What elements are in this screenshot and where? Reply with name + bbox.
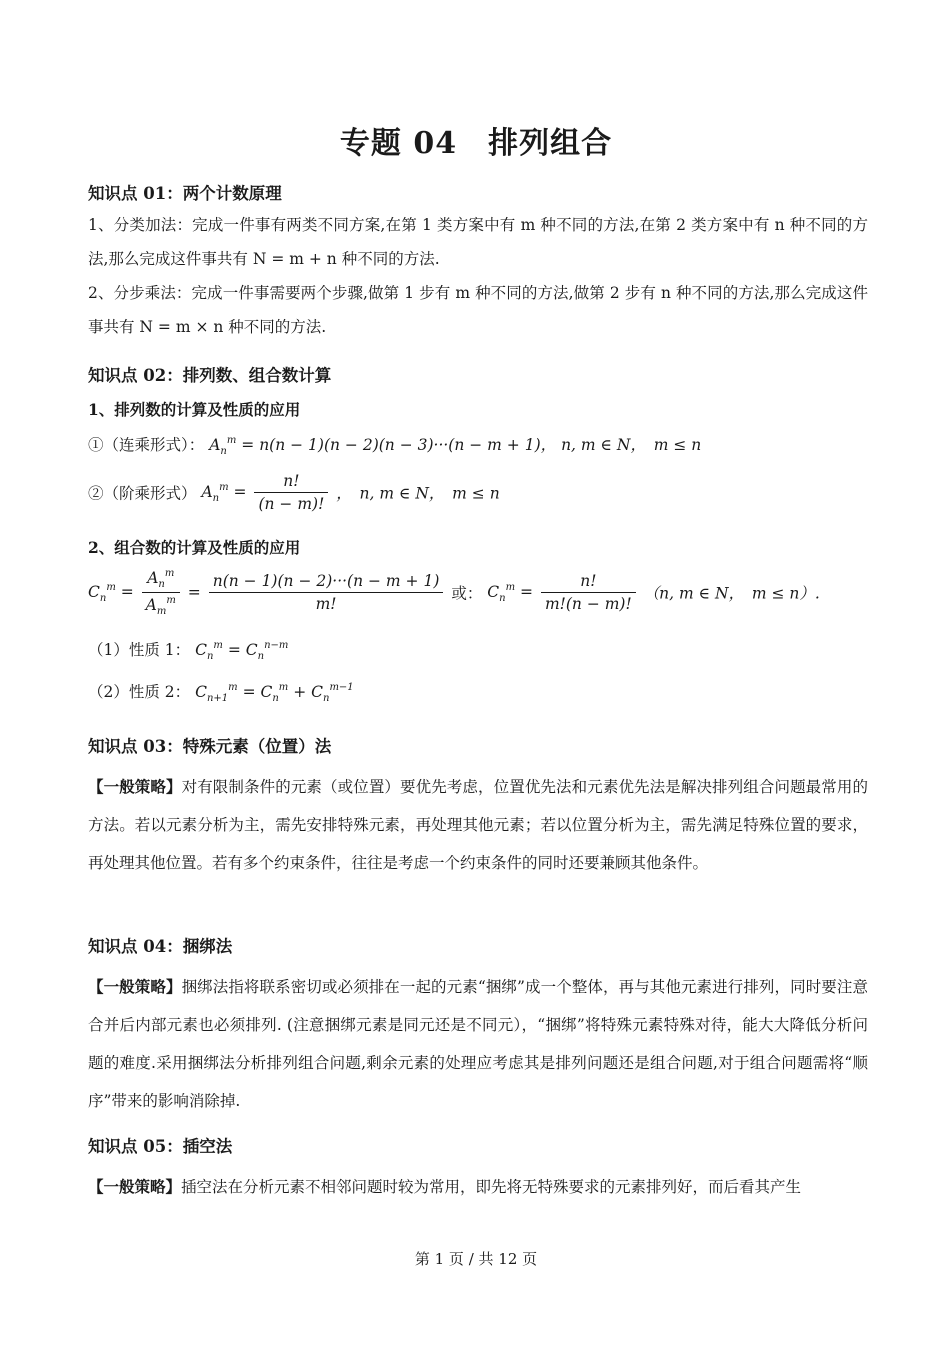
formula-label: ①（连乘形式）： (88, 436, 205, 454)
fraction-factorial (541, 572, 636, 613)
kp03-paragraph (88, 768, 868, 882)
formula-permutation-factorial (88, 472, 500, 513)
fraction-denominator: m! (315, 595, 337, 613)
fraction-product (209, 572, 444, 613)
formula-condition: n, m ∈ N， m ≤ n (561, 436, 702, 454)
formula-label: ②（阶乘形式） (88, 484, 197, 503)
strategy-label: 【一般策略】 (88, 1177, 182, 1196)
permutation-symbol: $A_n^m$ (209, 435, 237, 457)
property-label: （2）性质 2： (88, 683, 191, 701)
permutation-symbol: $A_n^m$ = (201, 481, 247, 504)
property-formula: $C_n^m = C_n^{n-m}$ (195, 640, 289, 662)
property-2 (88, 680, 354, 704)
fraction-denominator: $A_m^m$ (145, 595, 176, 617)
strategy-label: 【一般策略】 (88, 977, 182, 996)
page-title: 专题 04 排列组合 (339, 126, 613, 161)
property-formula: $C_{n+1}^m = C_n^m + C_n^{m-1}$ (195, 682, 354, 704)
or-label: 或： (451, 584, 483, 603)
property-label: （1）性质 1： (88, 641, 191, 659)
fraction-numerator: $A_n^m$ (142, 568, 180, 593)
kp04-paragraph (88, 968, 868, 1120)
strategy-text: 对有限制条件的元素（或位置）要优先考虑，位置优先法和元素优先法是解决排列组合问题最常用的方法。若以元素分析为主，需先安排特殊元素，再处理其他元素；若以位置分析为主，需先满足特殊位置的要求，再处理其他位置。若有多个约束条件，往往是考虑一个约束条件的同时还要兼顾其他条件。 (88, 778, 868, 872)
kp01-paragraph-1: 1、分类加法：完成一件事有两类不同方案,在第 1 类方案中有 m 种不同的方法,在第 2 类方案中有 n 种不同的方法,那么完成这件事共有 N = m + n 种不同的方法. (88, 216, 868, 268)
formula-condition: ， n, m ∈ N， m ≤ n (336, 484, 500, 503)
section-heading-kp05: 知识点 05：插空法 (88, 1137, 233, 1156)
subheading-combination: 2、组合数的计算及性质的应用 (88, 538, 301, 557)
fraction-denominator: m!(n − m)! (544, 595, 632, 613)
section-heading-kp02: 知识点 02：排列数、组合数计算 (88, 366, 332, 385)
subheading-permutation: 1、排列数的计算及性质的应用 (88, 400, 301, 419)
fraction-numerator: n! (254, 472, 328, 493)
fraction-ratio (142, 568, 180, 617)
strategy-text: 插空法在分析元素不相邻问题时较为常用，即先将无特殊要求的元素排列好，而后看其产生 (181, 1178, 802, 1196)
section-heading-kp01: 知识点 01：两个计数原理 (88, 184, 282, 203)
strategy-text: 捆绑法指将联系密切或必须排在一起的元素“捆绑”成一个整体，再与其他元素进行排列，同时要注意合并后内部元素也必须排列. (注意捆绑元素是同元还是不同元），“捆绑”将特殊元素特殊对待，能大大降低分析问题的难度.采用捆绑法分析排列组合问题,剩余元素的处理应考虑其是排列问题还是组合问题,对于组合问题需将“顺序”带来的影响消除掉. (88, 978, 868, 1110)
formula-permutation-product (88, 433, 701, 457)
combination-symbol: $C_n^m$ = (88, 581, 134, 604)
property-1 (88, 638, 288, 662)
strategy-label: 【一般策略】 (88, 777, 182, 796)
section-heading-kp04: 知识点 04：捆绑法 (88, 937, 233, 956)
formula-body: = n(n − 1)(n − 2)(n − 3)···(n − m + 1)， (241, 436, 557, 454)
fraction-numerator: n(n − 1)(n − 2)···(n − m + 1) (209, 572, 444, 593)
fraction (254, 472, 328, 513)
kp05-paragraph (88, 1168, 868, 1206)
kp01-paragraph-2: 2、分步乘法：完成一件事需要两个步骤,做第 1 步有 m 种不同的方法,做第 2 步有 n 种不同的方法,那么完成这件事共有 N = m × n 种不同的方法. (88, 284, 868, 336)
fraction-numerator: n! (541, 572, 636, 593)
formula-condition: （n, m ∈ N， m ≤ n）. (643, 584, 820, 603)
page-footer: 第 1 页 / 共 12 页 (414, 1250, 538, 1268)
formula-combination (88, 568, 820, 617)
combination-symbol: $C_n^m$ = (487, 581, 533, 604)
fraction-denominator: (n − m)! (258, 495, 325, 513)
section-heading-kp03: 知识点 03：特殊元素（位置）法 (88, 737, 332, 756)
equals-sign: = (187, 583, 201, 602)
